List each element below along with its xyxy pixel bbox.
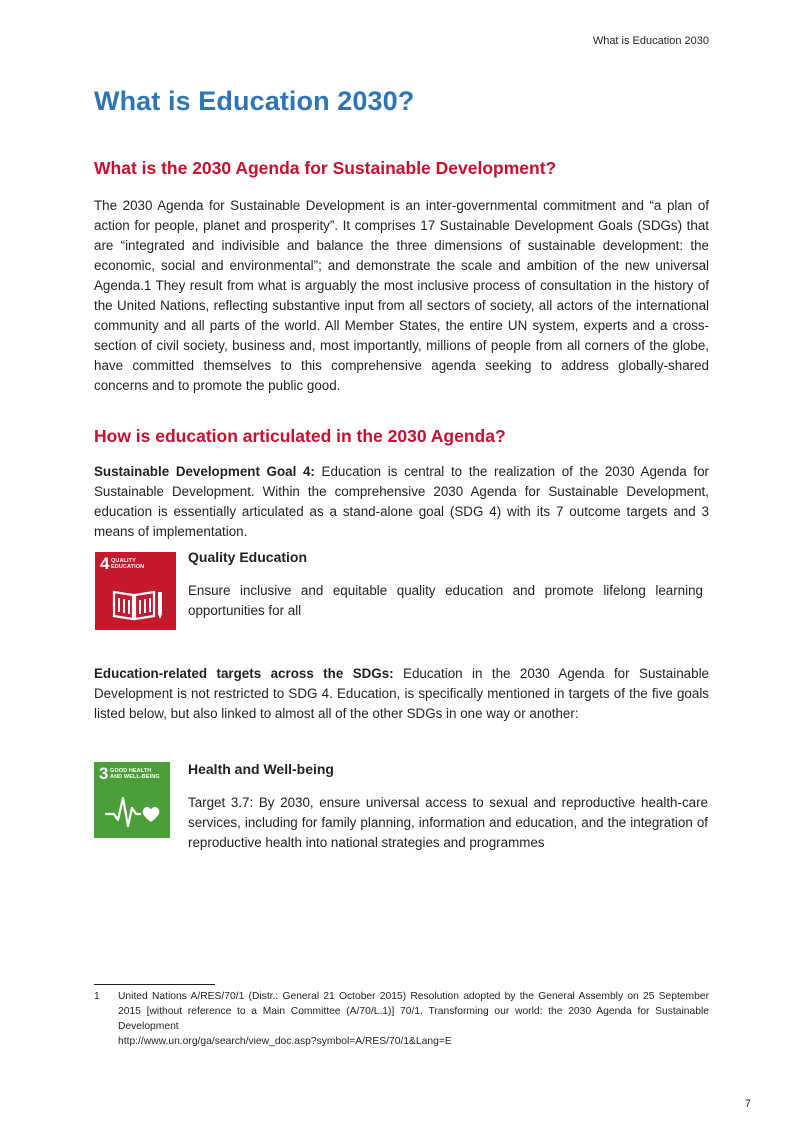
- footnote-divider: [94, 984, 215, 985]
- section-heading-agenda: What is the 2030 Agenda for Sustainable Development?: [94, 158, 557, 178]
- goal4-lead: Sustainable Development Goal 4:: [94, 464, 315, 479]
- page-title: What is Education 2030?: [94, 86, 415, 116]
- section-heading-education: How is education articulated in the 2030 Agenda?: [94, 426, 506, 446]
- sdg3-badge-label-line1: GOOD HEALTH: [110, 768, 152, 774]
- sdg4-title: Quality Education: [188, 549, 308, 565]
- targets-body: Education in the 2030 Agenda for Sustainable Development is not restricted to SDG 4. Education, is specifically mentioned in targets of the five goals listed below, but also linked to almost all of the other SDGs in one way or another:: [94, 666, 709, 721]
- targets-lead: Education-related targets across the SDGs:: [94, 666, 394, 681]
- footnote-text: United Nations A/RES/70/1 (Distr.: General 21 October 2015) Resolution adopted by the General Assembly on 25 September 2015 [without reference to a Main Committee (A/70/L.1)] 70/1. Transforming our world: the 2030 Agenda for Sustainable Development: [118, 991, 709, 1032]
- heartbeat-heart-icon: [94, 762, 170, 838]
- goal4-paragraph: [94, 462, 709, 542]
- sdg4-badge-number: 4: [100, 554, 110, 573]
- sdg3-badge-number: 3: [99, 764, 109, 783]
- sdg4-description: Ensure inclusive and equitable quality education and promote lifelong learning opportunities for all: [188, 583, 703, 618]
- page-number: 7: [744, 1098, 751, 1110]
- footnote-number: 1: [94, 991, 100, 1002]
- sdg3-card: [94, 761, 709, 851]
- agenda-paragraph: The 2030 Agenda for Sustainable Development is an inter-governmental commitment and “a plan of action for people, planet and prosperity”. It comprises 17 Sustainable Development Goals (SDGs) that are “integrated and indivisible and balance the three dimensions of sustainable development: the economic, social and environmental”; and demonstrate the scale and ambition of the new universal Agenda.1 They result from what is arguably the most inclusive process of consultation in the history of the United Nations, reflecting substantive input from all sectors of society, all actors of the international community and all parts of the world. All Member States, the entire UN system, experts and a cross-section of civil society, business and, most importantly, millions of people from all corners of the globe, have committed themselves to this comprehensive agenda seeking to address globally-shared concerns and to promote the public good.: [94, 198, 709, 393]
- running-header: What is Education 2030: [592, 35, 709, 47]
- sdg3-description: Target 3.7: By 2030, ensure universal access to sexual and reproductive health-care services, including for family planning, information and education, and the integration of reproductive health into national strategies and programmes: [188, 795, 708, 850]
- sdg4-badge: [95, 552, 176, 630]
- footnote-link[interactable]: http://www.un.org/ga/search/view_doc.asp?symbol=A/RES/70/1&Lang=E: [118, 1036, 452, 1047]
- open-book-pencil-icon: [95, 552, 176, 630]
- sdg4-card: [94, 549, 709, 631]
- sdg4-badge-label-line1: QUALITY: [111, 558, 136, 564]
- sdg3-title: Health and Well-being: [188, 761, 334, 777]
- targets-paragraph: [94, 664, 709, 724]
- sdg3-badge: [94, 762, 170, 838]
- footnote-body: [118, 989, 709, 1049]
- goal4-body: Education is central to the realization of the 2030 Agenda for Sustainable Development. Within the comprehensive 2030 Agenda for Sustainable Development, education is essentially articulated as a stand-alone goal (SDG 4) with its 7 outcome targets and 3 means of implementation.: [94, 464, 709, 539]
- sdg3-badge-label-line2: AND WELL-BEING: [110, 774, 160, 780]
- sdg4-badge-label-line2: EDUCATION: [111, 564, 145, 570]
